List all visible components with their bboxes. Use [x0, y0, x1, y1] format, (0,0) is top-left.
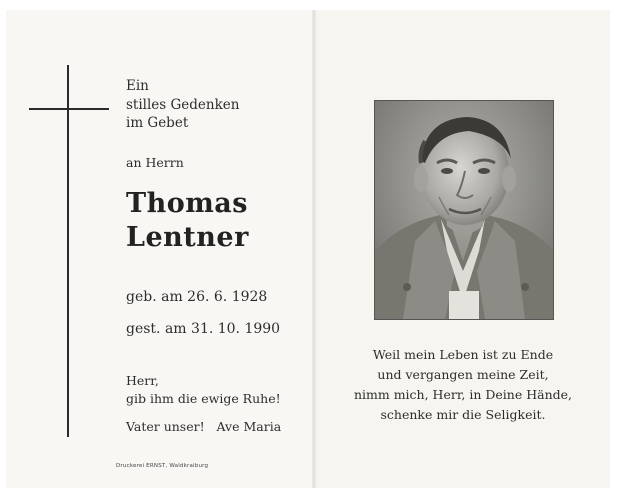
- dedication-line-3: im Gebet: [126, 115, 189, 131]
- portrait-illustration: [375, 101, 553, 319]
- cross-vertical-bar: [67, 65, 69, 437]
- memorial-card: [6, 10, 610, 488]
- verse-line-1: Weil mein Leben ist zu Ende: [372, 347, 554, 362]
- verse-line-2: und vergangen meine Zeit,: [377, 367, 549, 382]
- dedication-line-1: Ein: [126, 78, 149, 94]
- birth-date: geb. am 26. 6. 1928: [126, 289, 268, 305]
- cross-horizontal-bar: [29, 108, 109, 110]
- right-panel: [316, 10, 610, 488]
- address-line: an Herrn: [126, 155, 184, 170]
- prayers-line: Vater unser! Ave Maria: [126, 419, 282, 434]
- verse-line-3: nimm mich, Herr, in Deine Hände,: [353, 387, 573, 402]
- printer-imprint: Druckerei ERNST, Waldkraiburg: [116, 463, 209, 469]
- left-panel: [6, 10, 312, 488]
- prayer-line-2: gib ihm die ewige Ruhe!: [126, 391, 281, 406]
- death-date: gest. am 31. 10. 1990: [126, 321, 281, 337]
- portrait-photo: [374, 100, 554, 320]
- dedication-line-2: stilles Gedenken: [126, 97, 240, 113]
- prayer-line-1: Herr,: [126, 373, 159, 388]
- verse-line-4: schenke mir die Seligkeit.: [380, 407, 546, 422]
- last-name: Lentner: [126, 222, 249, 253]
- first-name: Thomas: [126, 188, 248, 219]
